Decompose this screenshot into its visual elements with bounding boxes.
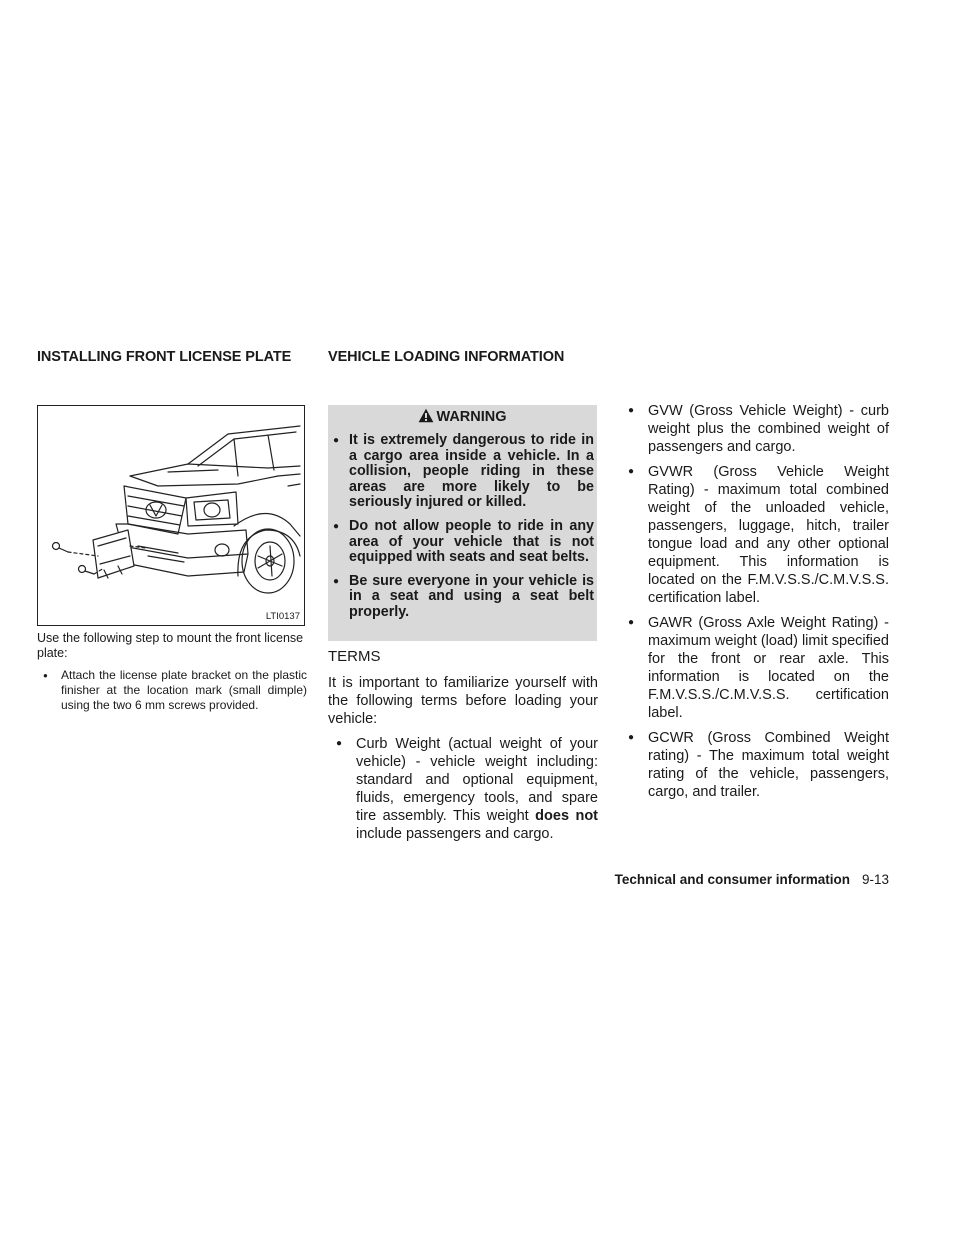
term-gvw: ● GVW (Gross Vehicle Weight) - curb weight plus the combined weight of passengers and cargo.: [620, 402, 889, 456]
curb-weight-text: Curb Weight (actual weight of your vehicle) - vehicle weight including: standard and optional equipment, fluids, emergency tools, and spare tire assembly. This weight: [356, 736, 598, 824]
terms-heading: TERMS: [328, 648, 381, 665]
page-number: 9-13: [861, 872, 889, 887]
license-plate-steps: [37, 668, 307, 713]
figure-code: LTI0137: [265, 611, 300, 622]
term-gvwr: ● GVWR (Gross Vehicle Weight Rating) - maximum total combined weight of the unloaded vehicle, passengers, luggage, hitch, trailer tongue load and any other optional equipment. This information is located on the F.M.V.S.S./C.M.V.S.S. certification label.: [620, 463, 889, 607]
terms-list-right: [620, 402, 889, 808]
warning-box: [328, 405, 597, 641]
warning-item: ● Do not allow people to ride in any area of your vehicle that is not equipped with seats and seat belts.: [328, 519, 597, 566]
figure-caption: Use the following step to mount the front license plate:: [37, 631, 304, 660]
terms-list-middle: [328, 735, 598, 850]
page-footer: [615, 872, 889, 887]
warning-item: ● It is extremely dangerous to ride in a cargo area inside a vehicle. In a collision, people riding in these areas are more likely to be seriously injured or killed.: [328, 433, 597, 511]
warning-list: [328, 433, 597, 629]
footer-section-title: Technical and consumer information: [614, 872, 850, 887]
curb-weight-emphasis: does not: [535, 808, 599, 824]
warning-title: [328, 408, 597, 425]
license-plate-illustration: [37, 405, 305, 626]
list-item: ● Attach the license plate bracket on the plastic finisher at the location mark (small dimple) using the two 6 mm screws provided.: [37, 668, 307, 713]
section-heading-license-plate: INSTALLING FRONT LICENSE PLATE: [37, 349, 292, 365]
truck-front-drawing: [38, 406, 304, 625]
warning-title-text: WARNING: [436, 409, 507, 425]
curb-weight-text-end: include passengers and cargo.: [356, 826, 554, 842]
warning-item: ● Be sure everyone in your vehicle is in a seat and using a seat belt properly.: [328, 574, 597, 621]
term-gcwr: ● GCWR (Gross Combined Weight rating) - The maximum total weight rating of the vehicle, passengers, cargo, and trailer.: [620, 729, 889, 801]
term-curb-weight: [328, 735, 598, 843]
warning-triangle-icon: [418, 408, 434, 423]
term-gawr: ● GAWR (Gross Axle Weight Rating) - maximum weight (load) limit specified for the front or rear axle. This information is located on the F.M.V.S.S./C.M.V.S.S. certification label.: [620, 614, 889, 722]
terms-intro: It is important to familiarize yourself with the following terms before loading your vehicle:: [328, 675, 598, 727]
section-heading-vehicle-loading: VEHICLE LOADING INFORMATION: [328, 349, 565, 365]
